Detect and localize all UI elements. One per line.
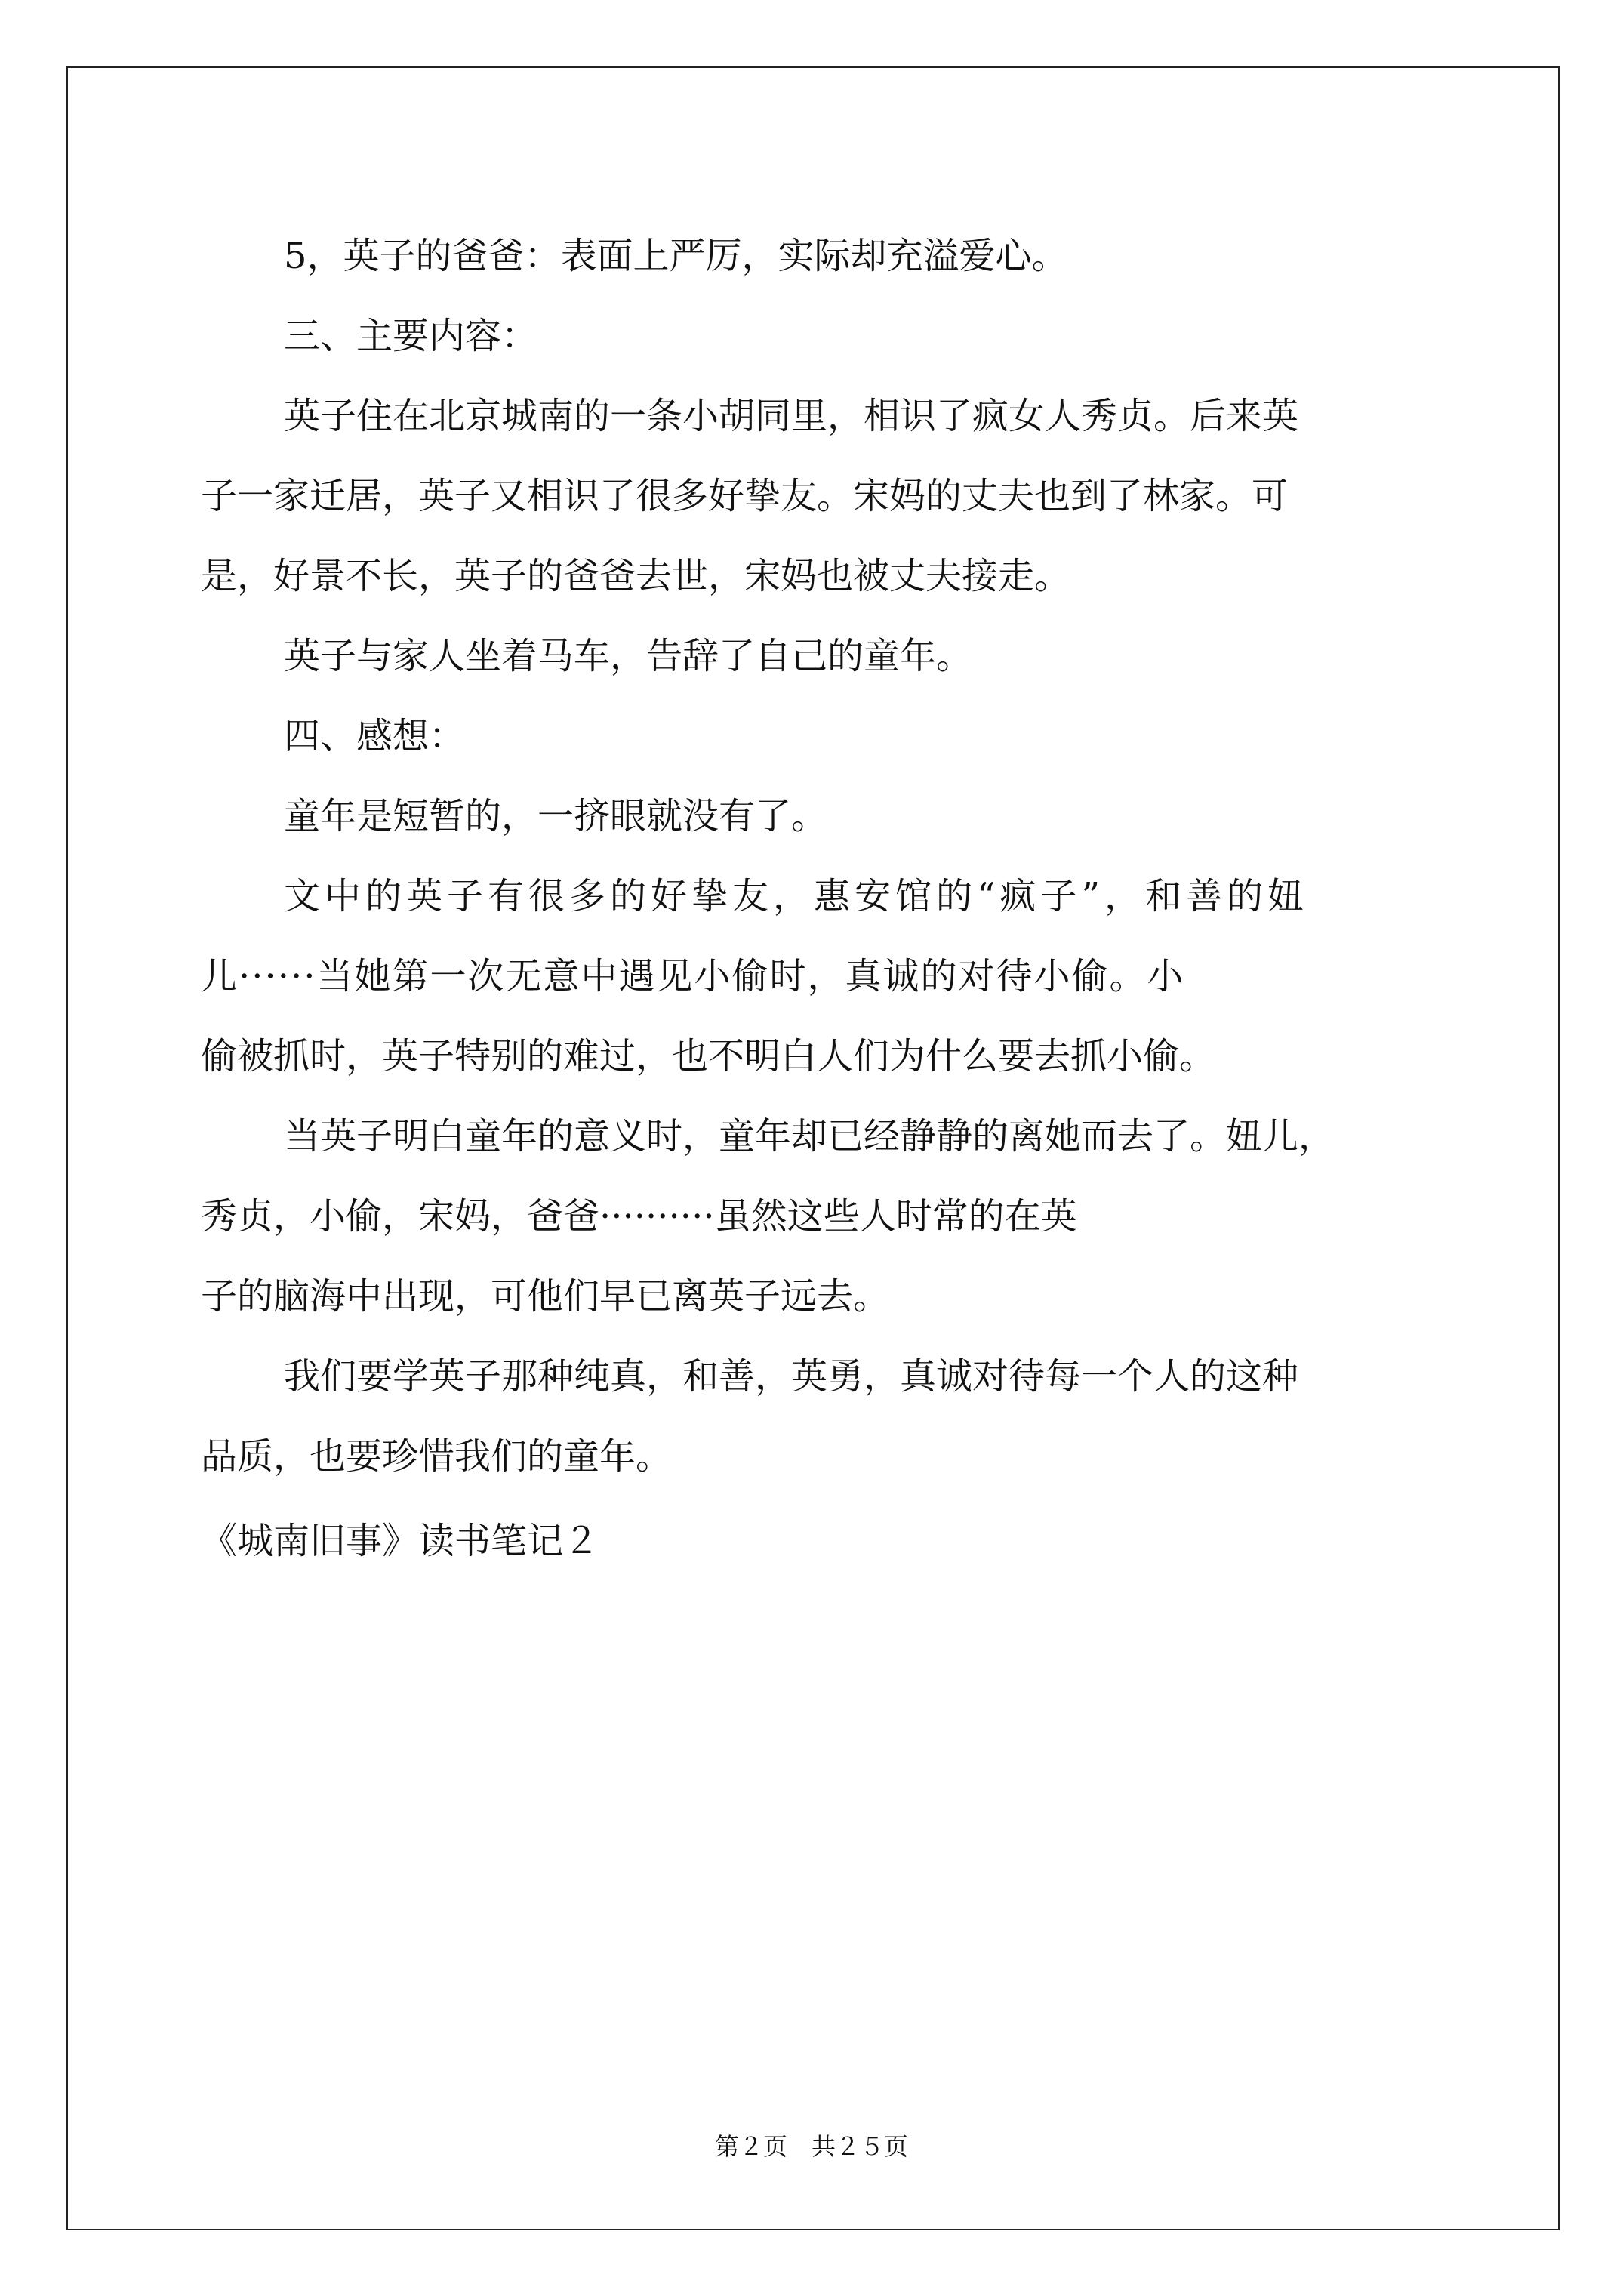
text-line: 偷被抓时，英子特别的难过，也不明白人们为什么要去抓小偷。: [201, 1035, 1216, 1077]
text-line: 文中的英子有很多的好挚友，惠安馆的“疯子”，和善的妞: [284, 875, 1309, 917]
text-line: 英子与家人坐着马车，告辞了自己的童年。: [284, 635, 973, 677]
text-line: 子的脑海中出现，可他们早已离英子远去。: [201, 1275, 890, 1318]
text-line: 儿······当她第一次无意中遇见小偷时，真诚的对待小偷。小: [201, 955, 1185, 997]
text-line: 童年是短暂的，一挤眼就没有了。: [284, 795, 828, 837]
text-line: 秀贞，小偷，宋妈，爸爸··········虽然这些人时常的在英: [201, 1195, 1077, 1237]
text-line: 子一家迁居，英子又相识了很多好挚友。宋妈的丈夫也到了林家。可: [201, 475, 1289, 517]
text-line: 英子住在北京城南的一条小胡同里，相识了疯女人秀贞。后来英: [284, 395, 1299, 437]
text-line: 5，英子的爸爸：表面上严厉，实际却充溢爱心。: [284, 235, 1068, 277]
page-footer: 第２页 共２５页: [714, 2132, 908, 2161]
text-line: 当英子明白童年的意义时，童年却已经静静的离她而去了。妞儿，: [284, 1115, 1335, 1157]
section-heading: 三、主要内容：: [284, 315, 538, 357]
text-line: 品质，也要珍惜我们的童年。: [201, 1435, 673, 1478]
section-heading: 四、感想：: [284, 715, 466, 757]
text-line: 是，好景不长，英子的爸爸去世，宋妈也被丈夫接走。: [201, 555, 1071, 597]
text-line: 我们要学英子那种纯真，和善，英勇，真诚对待每一个人的这种: [284, 1355, 1299, 1398]
next-article-title: 《城南旧事》读书笔记２: [201, 1520, 600, 1562]
